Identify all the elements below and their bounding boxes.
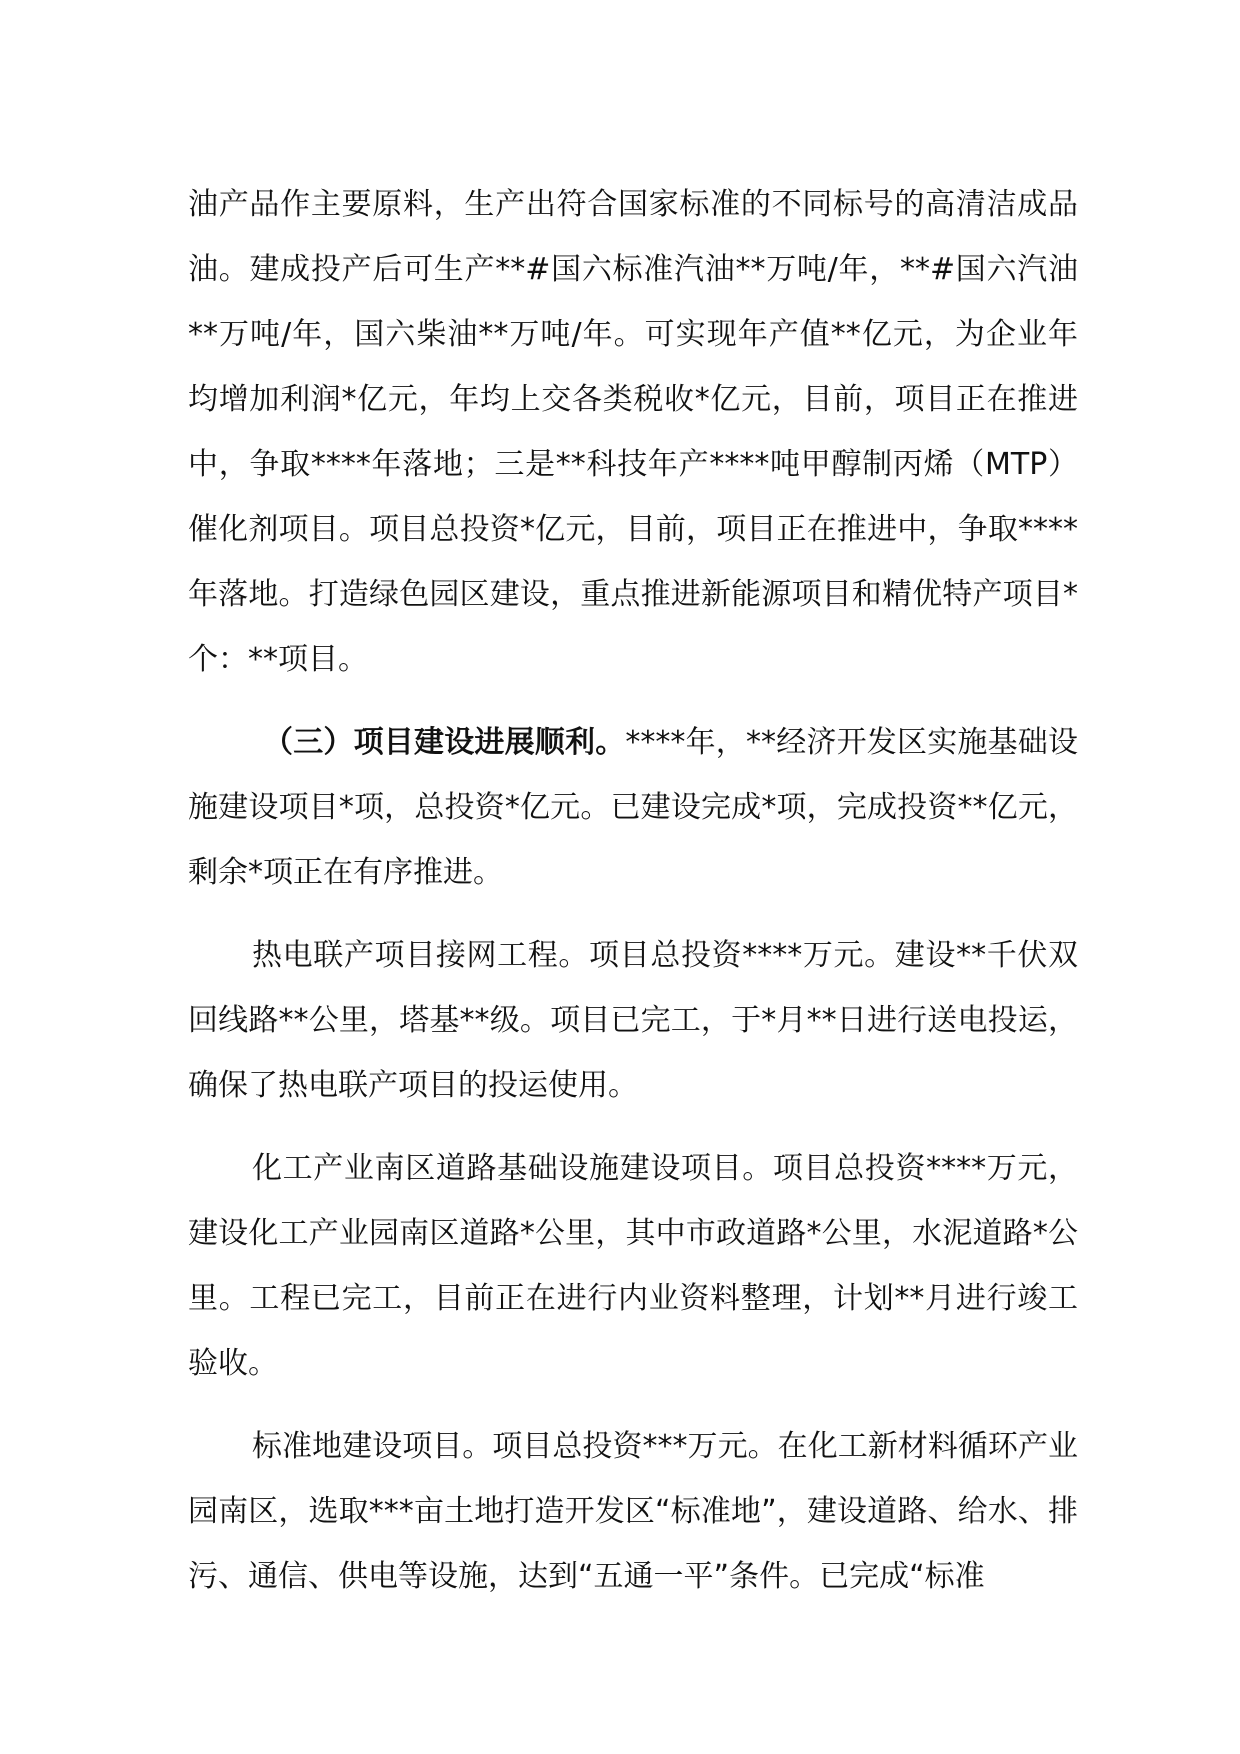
section-heading: （三）项目建设进展顺利。 xyxy=(263,725,626,760)
document-page xyxy=(188,172,1078,1627)
paragraph-5 xyxy=(188,1414,1078,1609)
paragraph-1 xyxy=(188,172,1078,692)
paragraph-2-text: ****年，**经济开发区实施基础设施建设项目*项，总投资*亿元。已建设完成*项，完成投资**亿元，剩余*项正在有序推进。 xyxy=(188,725,1079,890)
paragraph-3 xyxy=(188,923,1078,1118)
paragraph-2 xyxy=(188,710,1078,905)
paragraph-1-text: 油产品作主要原料，生产出符合国家标准的不同标号的高清洁成品油。建成投产后可生产**#国六标准汽油**万吨/年，**#国六汽油**万吨/年，国六柴油**万吨/年。可实现年产值**亿元，为企业年均增加利润*亿元，年均上交各类税收*亿元，目前，项目正在推进中，争取****年落地；三是**科技年产****吨甲醇制丙烯（MTP）催化剂项目。项目总投资*亿元，目前，项目正在推进中，争取****年落地。打造绿色园区建设，重点推进新能源项目和精优特产项目*个：**项目。 xyxy=(188,187,1078,677)
paragraph-5-text: 标准地建设项目。项目总投资***万元。在化工新材料循环产业园南区，选取***亩土地打造开发区“标准地”，建设道路、给水、排污、通信、供电等设施，达到“五通一平”条件。已完成“标准 xyxy=(188,1429,1078,1594)
paragraph-3-text: 热电联产项目接网工程。项目总投资****万元。建设**千伏双回线路**公里，塔基**级。项目已完工，于*月**日进行送电投运，确保了热电联产项目的投运使用。 xyxy=(188,938,1078,1103)
paragraph-4-text: 化工产业南区道路基础设施建设项目。项目总投资****万元，建设化工产业园南区道路*公里，其中市政道路*公里，水泥道路*公里。工程已完工，目前正在进行内业资料整理，计划**月进行竣工验收。 xyxy=(188,1151,1078,1381)
paragraph-4 xyxy=(188,1136,1078,1396)
